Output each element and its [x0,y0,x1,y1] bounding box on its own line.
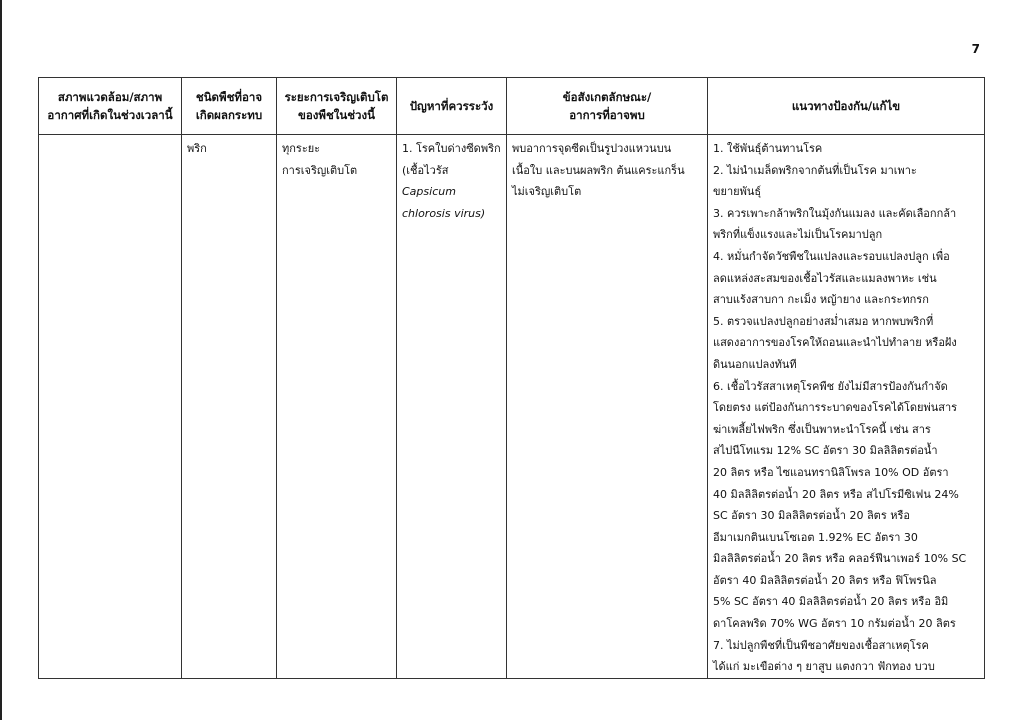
cell-line: Capsicum [402,185,456,199]
page-left-border [0,0,2,720]
cell-line: ดินนอกแปลงทันที [713,357,797,371]
cell-line: เนื้อใบ และบนผลพริก ต้นแคระแกร็น [512,163,685,177]
cell-line: 1. โรคใบด่างซีดพริก [402,142,501,155]
cell-line: SC อัตรา 30 มิลลิลิตรต่อน้ำ 20 ลิตร หรือ [713,509,911,523]
header-line: แนวทางป้องกัน/แก้ไข [791,99,901,113]
cell-line: 5% SC อัตรา 40 มิลลิลิตรต่อน้ำ 20 ลิตร หรือ อิมิ [713,595,949,609]
cell-symptoms [507,135,708,679]
cell-line: 20 ลิตร หรือ ไซแอนทรานิลิโพรล 10% OD อัตรา [713,465,949,479]
cell-line: พริกที่แข็งแรงและไม่เป็นโรคมาปลูก [713,228,883,242]
cell-line: มิลลิลิตรต่อน้ำ 20 ลิตร หรือ คลอร์ฟีนาเพอร์ 10% SC [713,552,967,566]
cell-line: ลดแหล่งสะสมของเชื้อไวรัสและแมลงพาหะ เช่น [713,271,937,285]
cell-line: 40 มิลลิลิตรต่อน้ำ 20 ลิตร หรือ สไปโรมีซิเฟน 24% [713,487,959,501]
header-line: ปัญหาที่ควรระวัง [409,99,494,113]
page-number: 7 [971,42,980,56]
cell-line: พบอาการจุดซีดเป็นรูปวงแหวนบน [512,142,672,155]
cell-line: ได้แก่ มะเขือต่าง ๆ ยาสูบ แตงกวา ฟักทอง บวบ [713,660,935,674]
header-crop [182,78,277,135]
header-environment [39,78,182,135]
header-problem [397,78,507,135]
cell-environment [39,135,182,679]
header-line: อาการที่อาจพบ [569,108,645,122]
cell-line: การเจริญเติบโต [282,163,358,177]
crop-disease-table [38,77,985,679]
cell-line: 4. หมั่นกำจัดวัชพืชในแปลงและรอบแปลงปลูก เพื่อ [713,249,950,263]
cell-growth-stage [277,135,397,679]
header-line: ระยะการเจริญเติบโต [284,90,389,104]
header-prevention [708,78,985,135]
header-line: ของพืชในช่วงนี้ [298,108,375,122]
cell-line: ขยายพันธุ์ [713,185,762,199]
cell-line: อีมาเมกตินเบนโซเอต 1.92% EC อัตรา 30 [713,530,918,544]
cell-crop [182,135,277,679]
cell-problem [397,135,507,679]
header-growth-stage [277,78,397,135]
cell-line: chlorosis virus) [402,206,486,220]
header-line: เกิดผลกระทบ [195,108,263,122]
cell-prevention [708,135,985,679]
cell-line: 1. ใช้พันธุ์ต้านทานโรค [713,142,823,155]
cell-line: พริก [187,142,207,155]
cell-line: ไม่เจริญเติบโต [512,185,582,199]
header-line: อากาศที่เกิดในช่วงเวลานี้ [47,108,173,122]
table-header-row [39,78,985,135]
cell-line: โดยตรง แต่ป้องกันการระบาดของโรคได้โดยพ่นสาร [713,401,958,415]
header-line: ข้อสังเกตลักษณะ/ [562,90,652,104]
header-line: ชนิดพืชที่อาจ [195,90,263,104]
cell-line: 7. ไม่ปลูกพืชที่เป็นพืชอาศัยของเชื้อสาเหตุโรค [713,638,929,652]
cell-line: แสดงอาการของโรคให้ถอนและนำไปทำลาย หรือฝัง [713,336,957,350]
cell-line: (เชื้อไวรัส [402,163,449,177]
cell-line: 5. ตรวจแปลงปลูกอย่างสม่ำเสมอ หากพบพริกที่ [713,314,934,328]
table-row [39,135,985,679]
cell-line: 3. ควรเพาะกล้าพริกในมุ้งกันแมลง และคัดเลือกกล้า [713,206,957,220]
cell-line: สไปนีโทแรม 12% SC อัตรา 30 มิลลิลิตรต่อน้ำ [713,444,938,458]
header-line: สภาพแวดล้อม/สภาพ [57,90,163,104]
header-symptoms [507,78,708,135]
cell-line: อัตรา 40 มิลลิลิตรต่อน้ำ 20 ลิตร หรือ ฟิโพรนิล [713,573,937,587]
cell-line: สาบแร้งสาบกา กะเม็ง หญ้ายาง และกระทกรก [713,293,929,307]
cell-line: ฆ่าเพลี้ยไฟพริก ซึ่งเป็นพาหะนำโรคนี้ เช่น สาร [713,422,931,436]
cell-line: 6. เชื้อไวรัสสาเหตุโรคพืช ยังไม่มีสารป้องกันกำจัด [713,379,948,393]
cell-line: ดาโคลพริด 70% WG อัตรา 10 กรัมต่อน้ำ 20 ลิตร [713,617,956,631]
cell-line: ทุกระยะ [282,142,321,155]
cell-line: 2. ไม่นำเมล็ดพริกจากต้นที่เป็นโรค มาเพาะ [713,163,917,177]
